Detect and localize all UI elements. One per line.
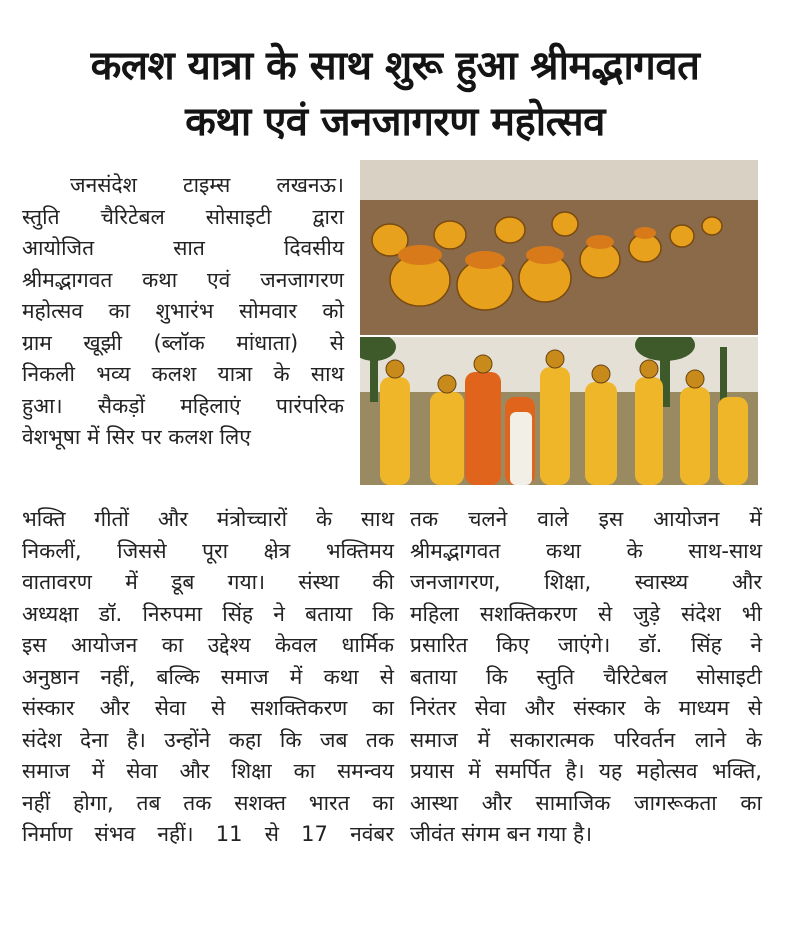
headline-line-1: कलश यात्रा के साथ शुरू हुआ श्रीमद्भागवत	[90, 43, 700, 89]
article-line: वातावरण में डूब गया। संस्था की	[22, 570, 394, 594]
article-line: इस आयोजन का उद्देश्य केवल धार्मिक	[22, 633, 394, 657]
article-line: आयोजित सात दिवसीय	[22, 236, 344, 260]
article-line: महोत्सव का शुभारंभ सोमवार को	[22, 299, 344, 323]
article-line: भक्ति गीतों और मंत्रोच्चारों के साथ	[22, 507, 394, 531]
article-line: आस्था और सामाजिक जागरूकता का	[410, 790, 762, 815]
article-line: स्तुति चैरिटेबल सोसाइटी द्वारा	[22, 204, 344, 229]
women-procession-photo	[360, 337, 758, 485]
headline-line-2: कथा एवं जनजागरण महोत्सव	[185, 99, 605, 145]
article-line: निकलीं, जिससे पूरा क्षेत्र भक्तिमय	[22, 538, 394, 563]
article-column-left-top	[22, 170, 344, 454]
kalash-pots-photo	[360, 160, 758, 335]
article-line: बताया कि स्तुति चैरिटेबल सोसाइटी	[410, 664, 762, 689]
article-line: संदेश देना है। उन्होंने कहा कि जब तक	[22, 727, 394, 752]
article-line: समाज में सकारात्मक परिवर्तन लाने के	[410, 727, 762, 752]
article-line: जनजागरण, शिक्षा, स्वास्थ्य और	[410, 570, 762, 594]
article-line: नहीं होगा, तब तक सशक्त भारत का	[22, 790, 394, 815]
article-line: समाज में सेवा और शिक्षा का समन्वय	[22, 759, 394, 783]
article-line: श्रीमद्भागवत कथा एवं जनजागरण	[22, 267, 344, 292]
article-line: जनसंदेश टाइम्स लखनऊ।	[70, 173, 344, 197]
article-line: श्रीमद्भागवत कथा के साथ-साथ	[410, 538, 762, 563]
article-line: महिला सशक्तिकरण से जुड़े संदेश भी	[410, 601, 762, 626]
article-line: निरंतर सेवा और संस्कार के माध्यम से	[410, 696, 762, 720]
article-line: हुआ। सैकड़ों महिलाएं पारंपरिक	[22, 393, 344, 418]
article-column-left-bottom	[22, 504, 394, 851]
article-line: ग्राम खूझी (ब्लॉक मांधाता) से	[22, 330, 344, 355]
article-line: निर्माण संभव नहीं। 11 से 17 नवंबर	[22, 822, 394, 846]
article-line: जीवंत संगम बन गया है।	[410, 822, 593, 846]
article-line: संस्कार और सेवा से सशक्तिकरण का	[22, 696, 394, 720]
article-line: प्रयास में समर्पित है। यह महोत्सव भक्ति,	[410, 759, 762, 783]
article-line: निकली भव्य कलश यात्रा के साथ	[22, 362, 344, 386]
article-column-right	[410, 504, 762, 851]
article-line: वेशभूषा में सिर पर कलश लिए	[22, 425, 251, 449]
article-line: तक चलने वाले इस आयोजन में	[410, 507, 762, 531]
article-line: अनुष्ठान नहीं, बल्कि समाज में कथा से	[22, 664, 394, 689]
article-line: प्रसारित किए जाएंगे। डॉ. सिंह ने	[410, 633, 762, 657]
article-line: अध्यक्षा डॉ. निरुपमा सिंह ने बताया कि	[22, 601, 394, 626]
headline	[10, 38, 780, 150]
